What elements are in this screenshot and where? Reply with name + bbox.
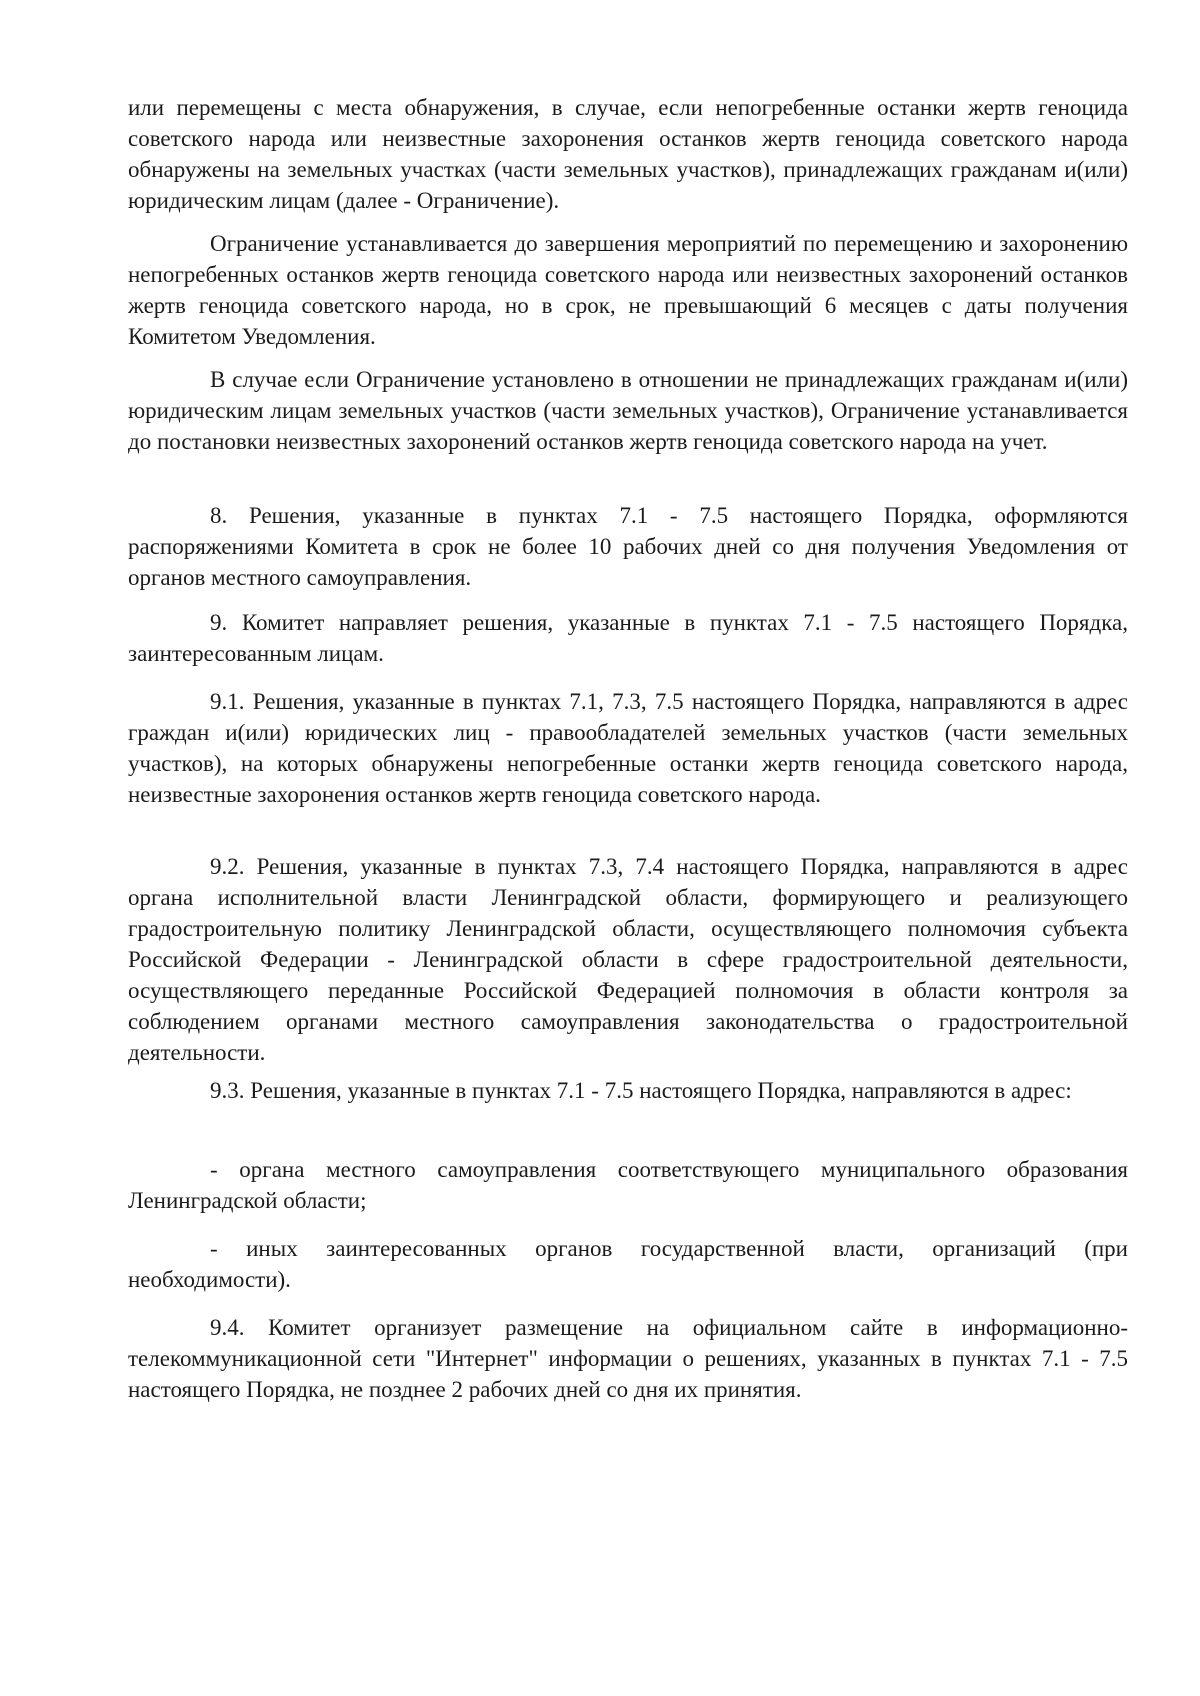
paragraph-list-item-local-government: - органа местного самоуправления соответствующего муниципального образования Ленинградской области;	[128, 1157, 1128, 1213]
paragraph-item-8: 8. Решения, указанные в пунктах 7.1 - 7.5 настоящего Порядка, оформляются распоряжениями Комитета в срок не более 10 рабочих дней со дня получения Уведомления от органов местного самоуправления.	[128, 503, 1128, 590]
paragraph-item-9-3: 9.3. Решения, указанные в пунктах 7.1 - 7.5 настоящего Порядка, направляются в адрес:	[210, 1078, 1072, 1103]
paragraph-item-9-1: 9.1. Решения, указанные в пунктах 7.1, 7.3, 7.5 настоящего Порядка, направляются в адрес граждан и(или) юридических лиц - правообладателей земельных участков (части земельных участков), на которых обнаружены непогребенные останки жертв геноцида советского народа, неизвестные захоронения останков жертв геноцида советского народа.	[128, 689, 1128, 807]
paragraph-item-9-4: 9.4. Комитет организует размещение на официальном сайте в информационно-телекоммуникационной сети "Интернет" информации о решениях, указанных в пунктах 7.1 - 7.5 настоящего Порядка, не позднее 2 рабочих дней со дня их принятия.	[128, 1315, 1128, 1402]
paragraph-list-item-other-bodies: - иных заинтересованных органов государственной власти, организаций (при необходимости).	[128, 1236, 1128, 1292]
paragraph-item-9: 9. Комитет направляет решения, указанные в пунктах 7.1 - 7.5 настоящего Порядка, заинтересованным лицам.	[128, 610, 1128, 666]
paragraph-restriction-term: Ограничение устанавливается до завершения мероприятий по перемещению и захоронению непогребенных останков жертв геноцида советского народа или неизвестных захоронений останков жертв геноцида советского народа, но в срок, не превышающий 6 месяцев с даты получения Комитетом Уведомления.	[128, 231, 1128, 349]
paragraph-item-9-2: 9.2. Решения, указанные в пунктах 7.3, 7.4 настоящего Порядка, направляются в адрес органа исполнительной власти Ленинградской области, формирующего и реализующего градостроительную политику Ленинградской области, осуществляющего полномочия субъекта Российской Федерации - Ленинградской области в сфере градостроительной деятельности, осуществляющего переданные Российской Федерацией полномочия в области контроля за соблюдением органами местного самоуправления законодательства о градостроительной деятельности.	[128, 854, 1128, 1065]
paragraph-restriction-case: В случае если Ограничение установлено в отношении не принадлежащих гражданам и(или) юридическим лицам земельных участков (части земельных участков), Ограничение устанавливается до постановки неизвестных захоронений останков жертв геноцида советского народа на учет.	[128, 367, 1128, 454]
paragraph-continuation: или перемещены с места обнаружения, в случае, если непогребенные останки жертв геноцида советского народа или неизвестные захоронения останков жертв геноцида советского народа обнаружены на земельных участках (части земельных участков), принадлежащих гражданам и(или) юридическим лицам (далее - Ограничение).	[128, 95, 1128, 213]
